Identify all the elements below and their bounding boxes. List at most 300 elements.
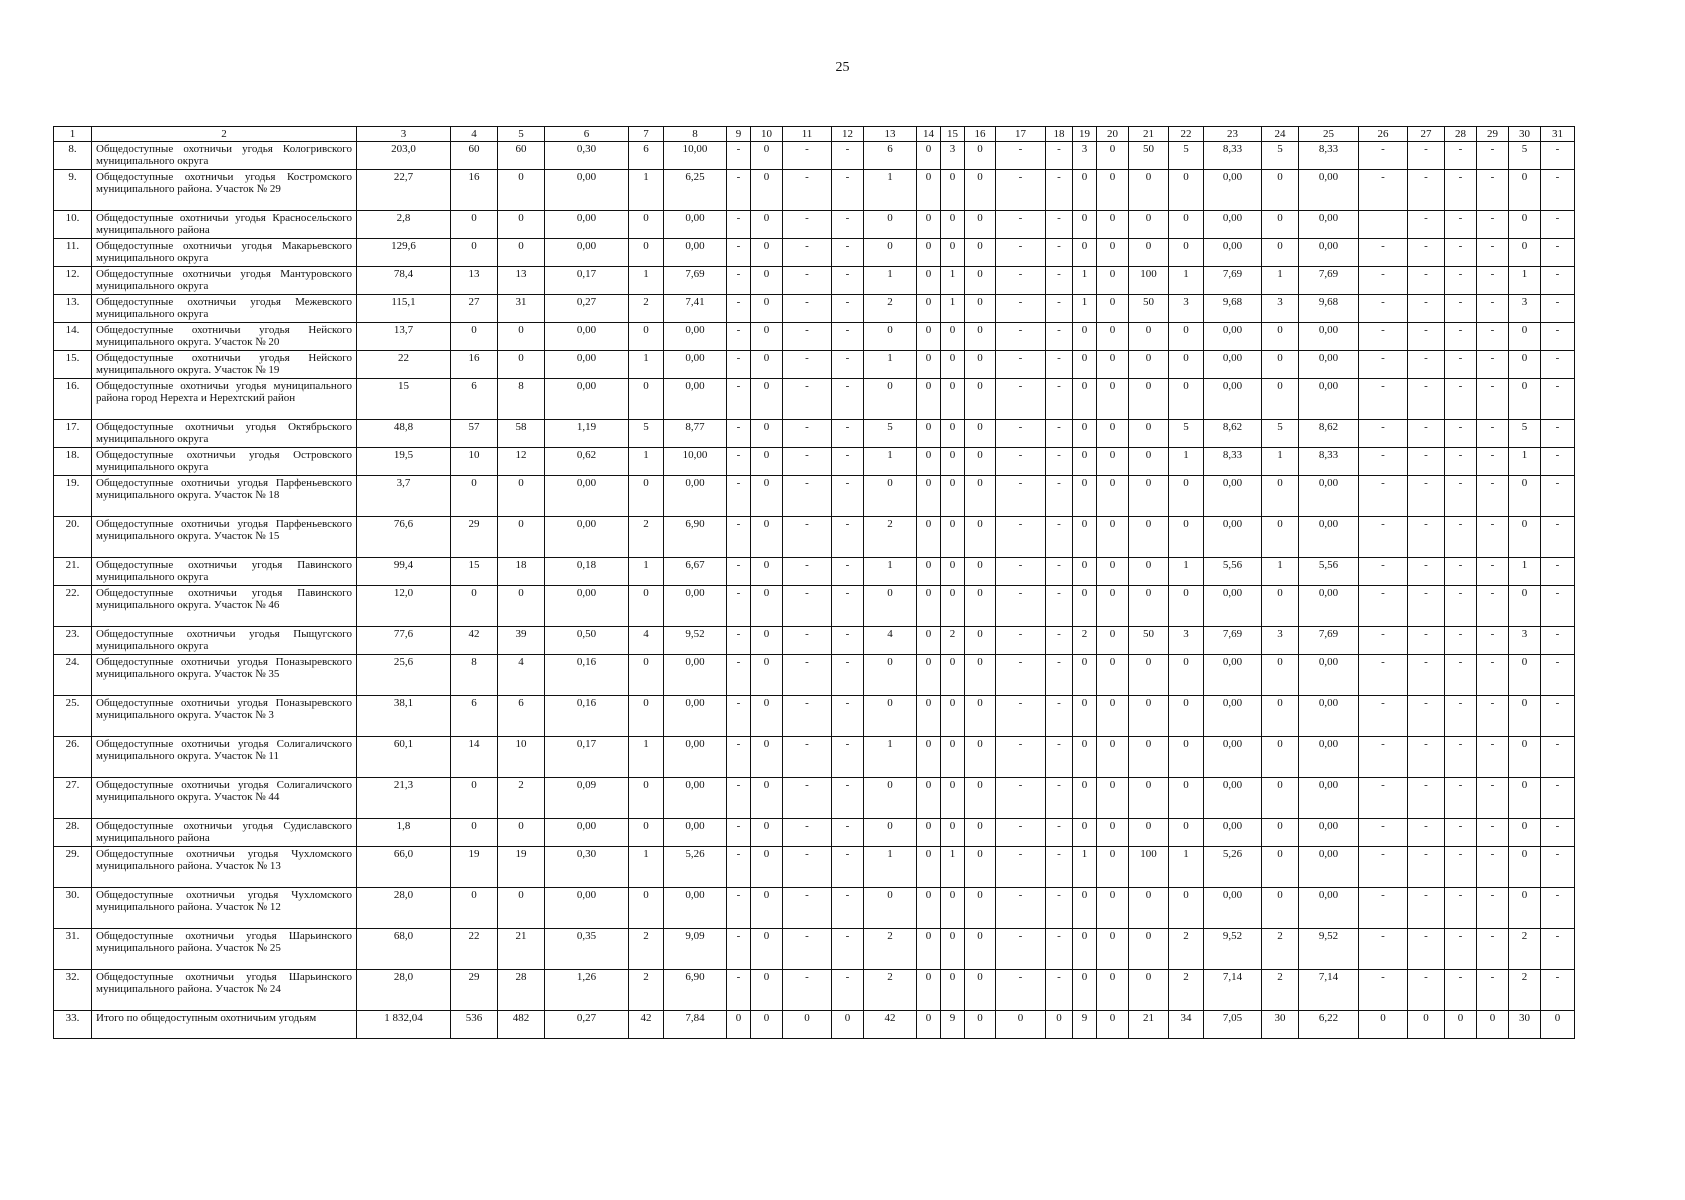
table-cell: 7,14 bbox=[1299, 970, 1359, 1011]
table-cell: - bbox=[1046, 627, 1073, 655]
table-cell: 0 bbox=[1073, 586, 1097, 627]
table-cell: - bbox=[1445, 929, 1477, 970]
hunting-grounds-table bbox=[53, 126, 1575, 1039]
table-cell: - bbox=[1359, 778, 1408, 819]
table-cell: - bbox=[1359, 295, 1408, 323]
table-row bbox=[54, 696, 1575, 737]
table-cell: 0 bbox=[629, 379, 664, 420]
table-cell: - bbox=[1445, 970, 1477, 1011]
table-cell: 68,0 bbox=[357, 929, 451, 970]
table-cell: - bbox=[1541, 655, 1575, 696]
table-cell: 2 bbox=[864, 970, 917, 1011]
table-cell: 0 bbox=[1046, 1011, 1073, 1039]
table-cell: 0 bbox=[864, 239, 917, 267]
table-cell: 22,7 bbox=[357, 170, 451, 211]
table-cell: 0 bbox=[1509, 211, 1541, 239]
table-cell: 0 bbox=[864, 888, 917, 929]
column-header: 24 bbox=[1262, 127, 1299, 142]
table-cell: 2 bbox=[629, 970, 664, 1011]
table-cell: - bbox=[1445, 737, 1477, 778]
table-cell: 0,00 bbox=[1299, 351, 1359, 379]
table-cell: 0 bbox=[498, 351, 545, 379]
table-cell: 0 bbox=[1097, 476, 1129, 517]
table-cell: 1 bbox=[629, 448, 664, 476]
table-cell: 0 bbox=[917, 239, 941, 267]
table-cell: 1 bbox=[864, 737, 917, 778]
table-row bbox=[54, 778, 1575, 819]
table-cell: 0 bbox=[1073, 448, 1097, 476]
table-cell: 0 bbox=[941, 379, 965, 420]
table-cell: 5 bbox=[1509, 420, 1541, 448]
table-cell: - bbox=[1477, 448, 1509, 476]
table-cell: - bbox=[1445, 558, 1477, 586]
table-cell: 7,84 bbox=[664, 1011, 727, 1039]
table-cell: 5 bbox=[1169, 420, 1204, 448]
table-cell: 0 bbox=[629, 655, 664, 696]
table-cell: - bbox=[1046, 323, 1073, 351]
table-cell: 0 bbox=[1129, 420, 1169, 448]
table-cell: - bbox=[1541, 778, 1575, 819]
table-cell: 0 bbox=[751, 1011, 783, 1039]
table-cell: 0 bbox=[941, 696, 965, 737]
table-cell: 0 bbox=[451, 323, 498, 351]
table-cell: 0 bbox=[1169, 737, 1204, 778]
table-cell: - bbox=[832, 558, 864, 586]
table-cell: 0 bbox=[941, 211, 965, 239]
table-cell: 0 bbox=[751, 517, 783, 558]
table-cell: 0 bbox=[917, 586, 941, 627]
table-cell: 0 bbox=[1169, 586, 1204, 627]
table-cell: - bbox=[1359, 448, 1408, 476]
row-number: 22. bbox=[54, 586, 92, 627]
table-cell: 0,00 bbox=[545, 819, 629, 847]
table-cell: - bbox=[783, 351, 832, 379]
table-cell: - bbox=[1359, 929, 1408, 970]
table-cell: 1 bbox=[1509, 448, 1541, 476]
table-cell: - bbox=[996, 351, 1046, 379]
row-number: 20. bbox=[54, 517, 92, 558]
table-cell: - bbox=[1359, 351, 1408, 379]
table-cell: 2 bbox=[1262, 970, 1299, 1011]
table-cell: 0 bbox=[941, 476, 965, 517]
table-cell: - bbox=[1359, 655, 1408, 696]
table-cell: 0,00 bbox=[1204, 351, 1262, 379]
table-cell: 16 bbox=[451, 170, 498, 211]
table-cell: 0,00 bbox=[545, 211, 629, 239]
table-cell: 0 bbox=[941, 517, 965, 558]
table-cell: 0,18 bbox=[545, 558, 629, 586]
table-cell: - bbox=[727, 323, 751, 351]
hunting-ground-name: Общедоступные охотничьи угодья Островского муниципального округа bbox=[92, 448, 357, 476]
table-cell: - bbox=[996, 696, 1046, 737]
table-cell: 16 bbox=[451, 351, 498, 379]
table-cell: - bbox=[1408, 970, 1445, 1011]
table-cell: - bbox=[1541, 351, 1575, 379]
table-cell: 0 bbox=[1262, 737, 1299, 778]
table-cell: 0 bbox=[1097, 323, 1129, 351]
table-cell: 0 bbox=[1073, 558, 1097, 586]
hunting-ground-name: Общедоступные охотничьи угодья Октябрьского муниципального округа bbox=[92, 420, 357, 448]
table-cell: - bbox=[1541, 211, 1575, 239]
table-cell: 0 bbox=[1262, 170, 1299, 211]
row-number: 17. bbox=[54, 420, 92, 448]
table-cell: 5 bbox=[1509, 142, 1541, 170]
table-cell: - bbox=[783, 888, 832, 929]
row-number: 9. bbox=[54, 170, 92, 211]
table-cell: 0 bbox=[1129, 517, 1169, 558]
table-cell: - bbox=[1408, 655, 1445, 696]
row-number: 13. bbox=[54, 295, 92, 323]
table-cell: 1 bbox=[1509, 267, 1541, 295]
table-cell: 0 bbox=[1073, 379, 1097, 420]
table-cell: 1 bbox=[1169, 267, 1204, 295]
table-cell: 0 bbox=[783, 1011, 832, 1039]
table-cell: 0 bbox=[498, 323, 545, 351]
column-header: 3 bbox=[357, 127, 451, 142]
table-cell: 0 bbox=[1169, 323, 1204, 351]
table-cell: 2 bbox=[1262, 929, 1299, 970]
table-cell: 28 bbox=[498, 970, 545, 1011]
table-cell: 3 bbox=[1262, 627, 1299, 655]
table-cell: 0 bbox=[451, 476, 498, 517]
table-cell: - bbox=[1408, 517, 1445, 558]
table-cell: - bbox=[1477, 211, 1509, 239]
table-cell: - bbox=[1445, 778, 1477, 819]
table-cell: - bbox=[996, 142, 1046, 170]
hunting-ground-name: Общедоступные охотничьи угодья Солигаличского муниципального округа. Участок № 11 bbox=[92, 737, 357, 778]
table-cell: - bbox=[783, 696, 832, 737]
table-cell: 1 bbox=[1073, 847, 1097, 888]
table-cell: - bbox=[832, 737, 864, 778]
table-cell: - bbox=[996, 888, 1046, 929]
hunting-ground-name: Общедоступные охотничьи угодья Нейского муниципального округа. Участок № 20 bbox=[92, 323, 357, 351]
table-cell: 0 bbox=[1129, 929, 1169, 970]
table-cell: - bbox=[783, 448, 832, 476]
table-cell: 0 bbox=[917, 929, 941, 970]
table-cell: 0 bbox=[1169, 517, 1204, 558]
table-cell: - bbox=[783, 420, 832, 448]
table-cell: 0 bbox=[1129, 211, 1169, 239]
table-cell: 50 bbox=[1129, 295, 1169, 323]
table-cell: 0 bbox=[1129, 170, 1169, 211]
table-cell: 0 bbox=[451, 586, 498, 627]
table-cell: 0 bbox=[1262, 655, 1299, 696]
table-cell: 7,14 bbox=[1204, 970, 1262, 1011]
table-cell: 0,00 bbox=[664, 819, 727, 847]
table-cell: 2 bbox=[864, 295, 917, 323]
table-cell: - bbox=[1359, 323, 1408, 351]
table-row bbox=[54, 558, 1575, 586]
table-cell: 58 bbox=[498, 420, 545, 448]
table-cell: 5,26 bbox=[1204, 847, 1262, 888]
table-cell: 1 bbox=[629, 737, 664, 778]
table-cell: - bbox=[1359, 847, 1408, 888]
table-cell: - bbox=[1408, 627, 1445, 655]
table-cell: 0 bbox=[751, 267, 783, 295]
hunting-ground-name: Общедоступные охотничьи угодья Чухломского муниципального района. Участок № 12 bbox=[92, 888, 357, 929]
table-cell: 0 bbox=[941, 819, 965, 847]
table-cell: 42 bbox=[451, 627, 498, 655]
table-cell: 1 bbox=[864, 267, 917, 295]
table-cell: - bbox=[1541, 929, 1575, 970]
table-cell: - bbox=[1541, 737, 1575, 778]
table-cell: 2 bbox=[864, 517, 917, 558]
table-cell: 4 bbox=[864, 627, 917, 655]
table-cell: 1,19 bbox=[545, 420, 629, 448]
table-cell: 0,00 bbox=[1299, 819, 1359, 847]
table-cell: - bbox=[1359, 170, 1408, 211]
table-cell: 8,33 bbox=[1299, 448, 1359, 476]
table-cell: 0 bbox=[1262, 239, 1299, 267]
column-header: 7 bbox=[629, 127, 664, 142]
table-cell: - bbox=[727, 211, 751, 239]
table-cell: 6 bbox=[498, 696, 545, 737]
table-cell: - bbox=[1477, 929, 1509, 970]
table-cell: 0 bbox=[1097, 737, 1129, 778]
table-cell: 0 bbox=[965, 517, 996, 558]
row-number: 27. bbox=[54, 778, 92, 819]
hunting-ground-name: Общедоступные охотничьи угодья Парфеньевского муниципального округа. Участок № 15 bbox=[92, 517, 357, 558]
table-cell: 0 bbox=[1129, 558, 1169, 586]
table-cell: 5,26 bbox=[664, 847, 727, 888]
table-cell: 0 bbox=[1097, 295, 1129, 323]
table-cell: - bbox=[1046, 267, 1073, 295]
table-cell: 2 bbox=[1509, 970, 1541, 1011]
table-cell: - bbox=[1477, 819, 1509, 847]
table-cell: 0 bbox=[917, 517, 941, 558]
table-cell: 2 bbox=[1073, 627, 1097, 655]
table-cell: 0 bbox=[1509, 888, 1541, 929]
table-cell: 1 bbox=[1073, 295, 1097, 323]
table-cell: - bbox=[1445, 627, 1477, 655]
table-cell: 1 bbox=[1509, 558, 1541, 586]
table-cell: 0 bbox=[1073, 323, 1097, 351]
table-cell: - bbox=[727, 929, 751, 970]
table-cell: 0 bbox=[917, 847, 941, 888]
table-cell: 0,17 bbox=[545, 737, 629, 778]
column-header: 29 bbox=[1477, 127, 1509, 142]
table-cell: 0 bbox=[1262, 379, 1299, 420]
table-cell: 0 bbox=[1509, 655, 1541, 696]
table-cell: - bbox=[1359, 627, 1408, 655]
row-number: 12. bbox=[54, 267, 92, 295]
table-cell: - bbox=[1445, 170, 1477, 211]
table-cell: 0 bbox=[1509, 476, 1541, 517]
table-cell: - bbox=[1445, 819, 1477, 847]
table-cell: 1,8 bbox=[357, 819, 451, 847]
table-cell: 3 bbox=[1509, 295, 1541, 323]
table-cell: - bbox=[996, 323, 1046, 351]
hunting-ground-name: Общедоступные охотничьи угодья Костромского муниципального района. Участок № 29 bbox=[92, 170, 357, 211]
table-cell: 29 bbox=[451, 970, 498, 1011]
table-cell: - bbox=[1541, 476, 1575, 517]
table-cell: - bbox=[1477, 379, 1509, 420]
table-cell: 0 bbox=[1073, 211, 1097, 239]
table-cell: 0,00 bbox=[545, 351, 629, 379]
table-cell: - bbox=[1046, 351, 1073, 379]
table-cell: - bbox=[1408, 323, 1445, 351]
table-cell: 1 bbox=[941, 847, 965, 888]
table-cell: - bbox=[1477, 420, 1509, 448]
table-cell: 0 bbox=[751, 295, 783, 323]
table-cell: - bbox=[1541, 558, 1575, 586]
table-cell: 0,00 bbox=[545, 476, 629, 517]
table-cell: - bbox=[1541, 586, 1575, 627]
table-row bbox=[54, 211, 1575, 239]
table-cell: 0 bbox=[941, 929, 965, 970]
table-row bbox=[54, 323, 1575, 351]
table-cell: - bbox=[996, 970, 1046, 1011]
table-cell: - bbox=[783, 170, 832, 211]
table-cell: 0 bbox=[751, 379, 783, 420]
table-cell: 0,00 bbox=[1299, 888, 1359, 929]
table-cell: 0 bbox=[498, 517, 545, 558]
table-cell: - bbox=[1046, 295, 1073, 323]
table-cell: - bbox=[1445, 448, 1477, 476]
table-cell: - bbox=[1408, 696, 1445, 737]
table-cell: 0,00 bbox=[1299, 211, 1359, 239]
table-cell: - bbox=[1046, 819, 1073, 847]
table-cell: 0 bbox=[1445, 1011, 1477, 1039]
table-cell: 0,00 bbox=[1299, 586, 1359, 627]
table-cell: - bbox=[1359, 379, 1408, 420]
table-cell: - bbox=[832, 655, 864, 696]
column-header: 19 bbox=[1073, 127, 1097, 142]
table-cell: 0,00 bbox=[664, 476, 727, 517]
table-cell: 0 bbox=[965, 558, 996, 586]
table-cell: - bbox=[1046, 476, 1073, 517]
table-cell: 25,6 bbox=[357, 655, 451, 696]
table-cell: 0 bbox=[864, 379, 917, 420]
table-cell: 0 bbox=[941, 170, 965, 211]
table-cell: 99,4 bbox=[357, 558, 451, 586]
table-cell: 0 bbox=[1509, 517, 1541, 558]
header-row bbox=[54, 127, 1575, 142]
table-cell: 0 bbox=[1097, 517, 1129, 558]
hunting-ground-name: Общедоступные охотничьи угодья Макарьевского муниципального округа bbox=[92, 239, 357, 267]
table-cell: 1 bbox=[864, 558, 917, 586]
table-cell: - bbox=[1046, 420, 1073, 448]
table-cell: 0,00 bbox=[664, 239, 727, 267]
table-cell: 0 bbox=[1262, 819, 1299, 847]
table-cell: - bbox=[783, 142, 832, 170]
table-cell: 60 bbox=[498, 142, 545, 170]
table-cell: 2 bbox=[864, 929, 917, 970]
table-cell: - bbox=[1359, 517, 1408, 558]
table-cell: 0 bbox=[1509, 778, 1541, 819]
table-cell: - bbox=[1408, 420, 1445, 448]
table-cell: - bbox=[1359, 737, 1408, 778]
table-cell: - bbox=[996, 170, 1046, 211]
table-cell: - bbox=[727, 476, 751, 517]
table-cell: - bbox=[1408, 476, 1445, 517]
table-cell: - bbox=[1046, 929, 1073, 970]
table-cell: 0,00 bbox=[1204, 655, 1262, 696]
table-cell: 0 bbox=[965, 929, 996, 970]
table-cell: 0 bbox=[1097, 696, 1129, 737]
page-number: 25 bbox=[835, 60, 850, 75]
table-cell: - bbox=[727, 420, 751, 448]
table-cell: 1 bbox=[1262, 267, 1299, 295]
table-cell: - bbox=[1046, 517, 1073, 558]
table-cell: - bbox=[1541, 448, 1575, 476]
table-cell: 0 bbox=[1509, 737, 1541, 778]
table-cell: 1 bbox=[629, 847, 664, 888]
table-cell: 1 bbox=[864, 170, 917, 211]
table-cell: 10 bbox=[451, 448, 498, 476]
column-header: 26 bbox=[1359, 127, 1408, 142]
table-cell bbox=[1359, 211, 1408, 239]
column-header: 13 bbox=[864, 127, 917, 142]
table-cell: 0 bbox=[751, 970, 783, 1011]
table-cell: - bbox=[1445, 323, 1477, 351]
table-cell: 34 bbox=[1169, 1011, 1204, 1039]
table-cell: - bbox=[783, 558, 832, 586]
table-cell: 21,3 bbox=[357, 778, 451, 819]
table-cell: - bbox=[1541, 295, 1575, 323]
column-header: 6 bbox=[545, 127, 629, 142]
table-cell: - bbox=[1477, 239, 1509, 267]
table-cell: 0 bbox=[917, 778, 941, 819]
hunting-ground-name: Общедоступные охотничьи угодья Судиславского муниципального района bbox=[92, 819, 357, 847]
table-cell: 6,90 bbox=[664, 970, 727, 1011]
hunting-ground-name: Общедоступные охотничьи угодья Нейского муниципального округа. Участок № 19 bbox=[92, 351, 357, 379]
table-cell: 0 bbox=[629, 819, 664, 847]
table-cell: 6,67 bbox=[664, 558, 727, 586]
table-cell: - bbox=[832, 267, 864, 295]
table-cell: 0 bbox=[1073, 778, 1097, 819]
table-cell: 0 bbox=[1097, 627, 1129, 655]
table-cell: 0,27 bbox=[545, 295, 629, 323]
table-cell: 9 bbox=[941, 1011, 965, 1039]
table-cell: 0 bbox=[965, 351, 996, 379]
table-cell: - bbox=[727, 819, 751, 847]
table-cell: 0,00 bbox=[1299, 778, 1359, 819]
hunting-ground-name: Общедоступные охотничьи угодья Межевского муниципального округа bbox=[92, 295, 357, 323]
table-cell: 0 bbox=[1097, 586, 1129, 627]
table-cell: 0 bbox=[1509, 847, 1541, 888]
table-cell: 0 bbox=[917, 819, 941, 847]
table-cell: 6 bbox=[629, 142, 664, 170]
table-cell: 0 bbox=[965, 211, 996, 239]
table-cell: 1 bbox=[629, 267, 664, 295]
table-row bbox=[54, 929, 1575, 970]
table-cell: - bbox=[1445, 476, 1477, 517]
table-cell: - bbox=[1541, 819, 1575, 847]
table-cell: 0,50 bbox=[545, 627, 629, 655]
table-cell: 0,00 bbox=[1204, 778, 1262, 819]
table-cell: 0,00 bbox=[1299, 517, 1359, 558]
table-cell: 0 bbox=[965, 267, 996, 295]
table-cell: 0 bbox=[1073, 170, 1097, 211]
table-cell: 129,6 bbox=[357, 239, 451, 267]
table-cell: - bbox=[996, 586, 1046, 627]
table-cell: - bbox=[1046, 379, 1073, 420]
table-cell: 7,69 bbox=[1299, 267, 1359, 295]
table-cell: 0 bbox=[498, 888, 545, 929]
table-cell: 0 bbox=[1097, 379, 1129, 420]
table-cell: 0 bbox=[1262, 351, 1299, 379]
table-cell: 0,00 bbox=[1299, 737, 1359, 778]
table-cell: 0 bbox=[917, 295, 941, 323]
table-cell: 13 bbox=[498, 267, 545, 295]
table-cell: 0 bbox=[965, 819, 996, 847]
table-cell: 28,0 bbox=[357, 888, 451, 929]
table-cell: - bbox=[832, 819, 864, 847]
table-cell: 13,7 bbox=[357, 323, 451, 351]
table-cell: 0 bbox=[864, 778, 917, 819]
table-cell: 0 bbox=[751, 627, 783, 655]
